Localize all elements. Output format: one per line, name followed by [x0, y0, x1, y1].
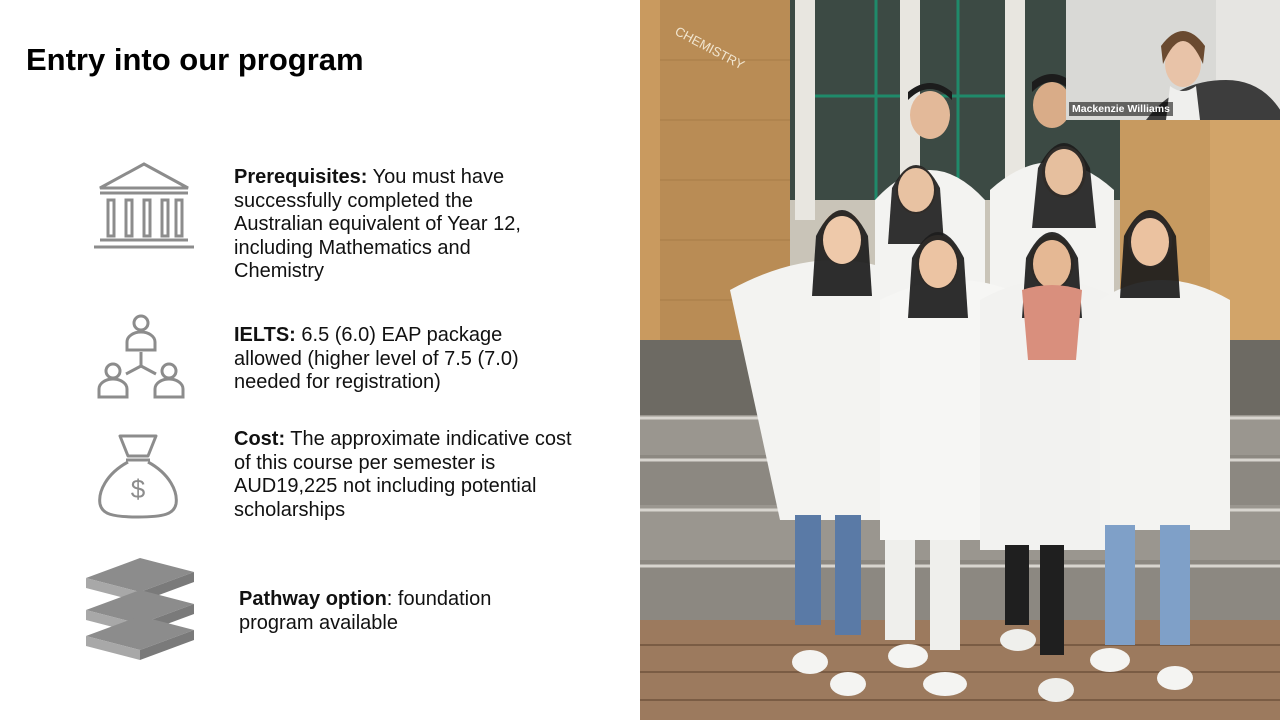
cost-text: The approximate indicative cost of this course per semester is AUD19,225 not including potential scholarships [234, 428, 572, 521]
books-icon [82, 556, 198, 664]
cost-label: Cost: [234, 428, 286, 450]
prerequisites-label: Prerequisites: [234, 166, 368, 188]
building-sign: CHEMISTRY [672, 23, 748, 73]
institution-icon [92, 160, 196, 252]
money-bag-icon [96, 432, 180, 520]
cost-item [234, 428, 574, 522]
svg-text:$: $ [130, 474, 146, 504]
pathway-label: Pathway option [239, 588, 387, 610]
pathway-text: : foundation program available [239, 588, 492, 634]
people-network-icon [96, 314, 186, 400]
prerequisites-item [234, 166, 564, 284]
ielts-label: IELTS: [234, 324, 296, 346]
pathway-item [239, 588, 559, 635]
participant-name-label: Mackenzie Williams [1069, 102, 1173, 116]
ielts-text: 6.5 (6.0) EAP package allowed (higher level of 7.5 (7.0) needed for registration) [234, 324, 519, 393]
prerequisites-text: You must have successfully completed the Australian equivalent of Year 12, including Mathematics and Chemistry [234, 166, 521, 282]
slide-title: Entry into our program [26, 42, 364, 77]
ielts-item [234, 324, 564, 395]
